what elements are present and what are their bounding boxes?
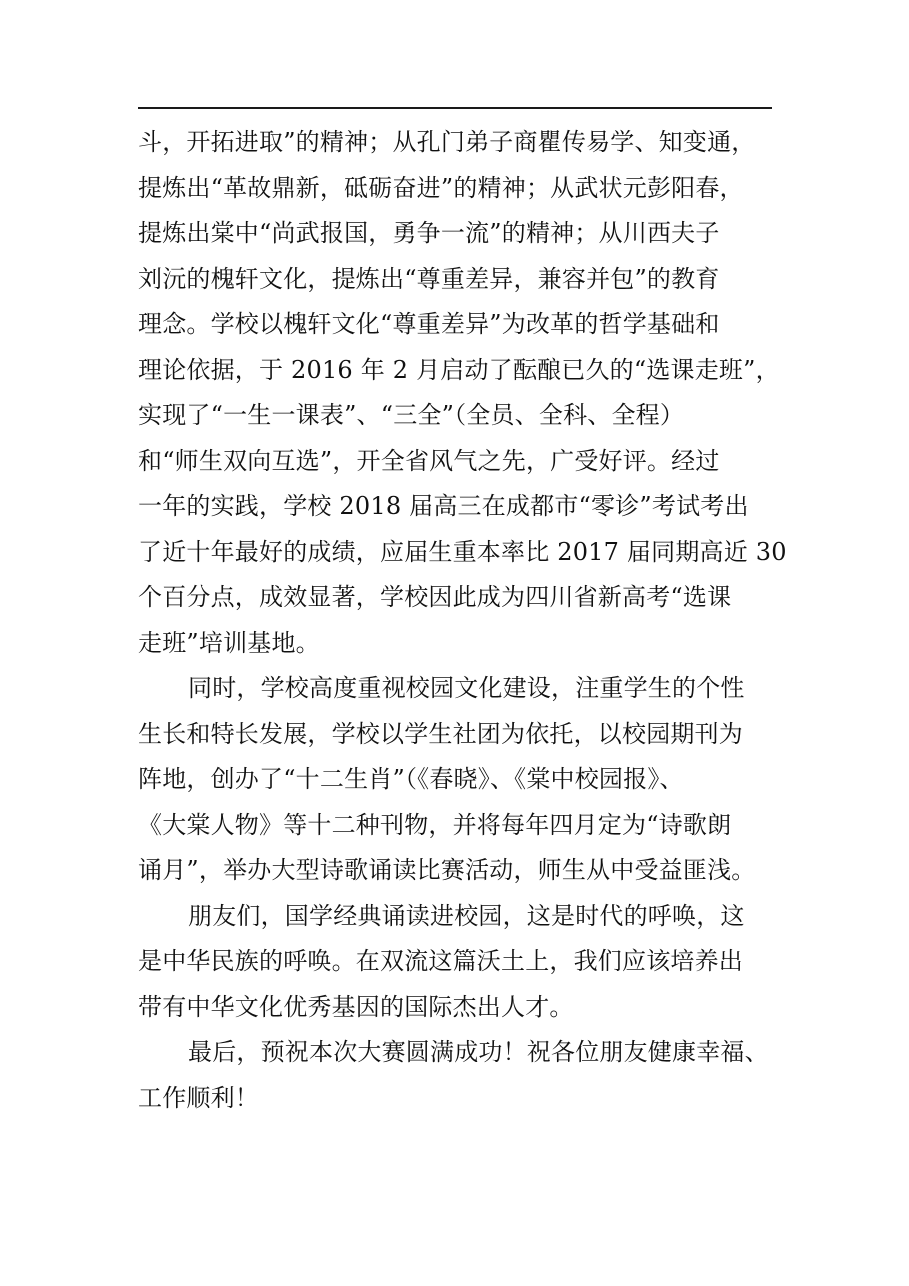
text-line: 刘沅的槐轩文化，提炼出“尊重差异，兼容并包”的教育	[138, 264, 720, 293]
text-line: 和“师生双向互选”，开全省风气之先，广受好评。经过	[138, 446, 720, 475]
text-line: 理论依据，于 2016 年 2 月启动了酝酿已久的“选课走班”，	[138, 355, 780, 384]
body-text	[138, 120, 787, 1121]
text-line: 个百分点，成效显著，学校因此成为四川省新高考“选课	[138, 583, 732, 611]
text-line: 朋友们，国学经典诵读进校园，这是时代的呼唤，这	[188, 901, 745, 930]
paragraph	[138, 894, 778, 1031]
paragraph	[138, 1030, 778, 1121]
text-line: 斗，开拓进取”的精神；从孔门弟子商瞿传易学、知变通，	[138, 128, 756, 156]
header-rule	[138, 107, 772, 109]
text-line: 提炼出“革故鼎新，砥砺奋进”的精神；从武状元彭阳春，	[138, 173, 744, 202]
text-line: 走班”培训基地。	[138, 628, 320, 657]
text-line: 提炼出棠中“尚武报国，勇争一流”的精神；从川西夫子	[138, 219, 720, 247]
text-line: 生长和特长发展，学校以学生社团为依托，以校园期刊为	[138, 719, 743, 748]
paragraph	[138, 666, 778, 894]
text-line: 工作顺利！	[138, 1083, 259, 1112]
text-line: 实现了“一生一课表”、“三全”（全员、全科、全程）	[138, 401, 685, 429]
text-line: 是中华民族的呼唤。在双流这篇沃土上，我们应该培养出	[138, 947, 743, 975]
text-line: 带有中华文化优秀基因的国际杰出人才。	[138, 992, 574, 1021]
text-line: 诵月”，举办大型诗歌诵读比赛活动，师生从中受益匪浅。	[138, 856, 756, 884]
text-line: 理念。学校以槐轩文化“尊重差异”为改革的哲学基础和	[138, 310, 720, 338]
text-line: 最后，预祝本次大赛圆满成功！祝各位朋友健康幸福、	[188, 1038, 769, 1066]
text-line: 一年的实践，学校 2018 届高三在成都市“零诊”考试考出	[138, 492, 749, 520]
text-line: 同时，学校高度重视校园文化建设，注重学生的个性	[188, 674, 745, 702]
paragraph	[138, 120, 787, 666]
text-line: 阵地，创办了“十二生肖”（《春晓》、《棠中校园报》、	[138, 765, 684, 793]
text-line: 《大棠人物》等十二种刊物，并将每年四月定为“诗歌朗	[138, 810, 732, 839]
text-line: 了近十年最好的成绩，应届生重本率比 2017 届同期高近 30	[138, 537, 787, 566]
